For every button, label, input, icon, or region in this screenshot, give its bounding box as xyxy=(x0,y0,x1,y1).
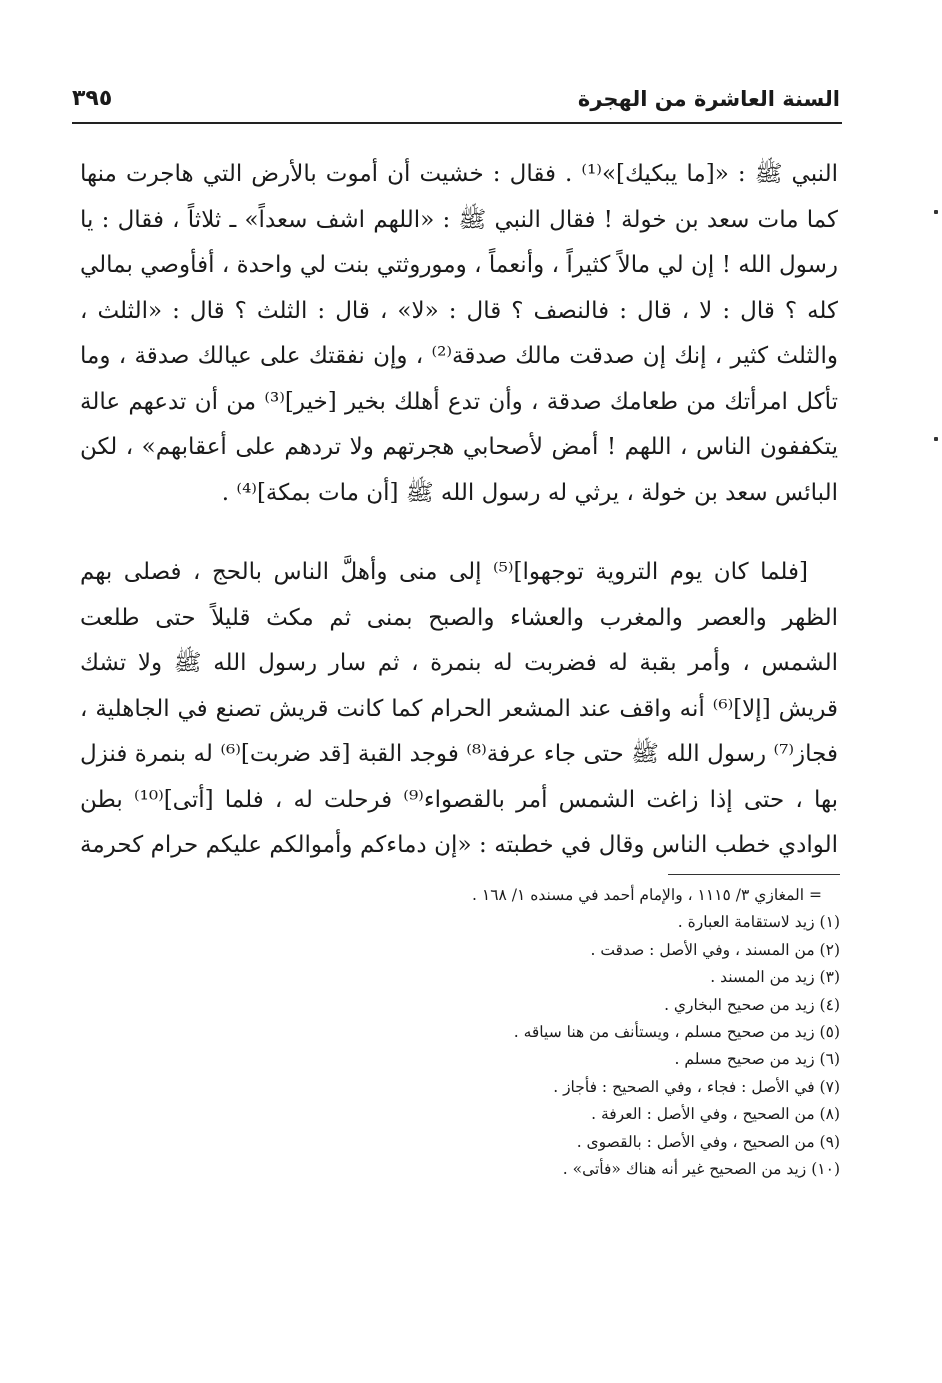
footnote-separator xyxy=(668,874,840,875)
paragraph: النبي ﷺ : «[ما يبكيك]»⁽¹⁾ . فقال : خشيت أن أموت بالأرض التي هاجرت منها كما مات سعد بن خولة ! فقال النبي ﷺ : «اللهم اشف سعداً» ـ ثلاثاً ، فقال : يا رسول الله ! إن لي مالاً كثيراً ، وأنعماً ، وموروثتي بنت لي واحدة ، أفأوصي بمالي كله ؟ قال : لا ، قال : فالنصف ؟ قال : «لا» ، قال : الثلث ؟ قال : «الثلث ، والثلث كثير ، إنك إن صدقت مالك صدقة⁽²⁾ ، وإن نفقتك على عيالك صدقة ، وما تأكل امرأتك من طعامك صدقة ، وأن تدع أهلك بخير [خير]⁽³⁾ من أن تدعهم عالة يتكففون الناس ، اللهم ! أمض لأصحابي هجرتهم ولا تردهم على أعقابهم» ، لكن البائس سعد بن خولة ، يرثي له رسول الله ﷺ [أن مات بمكة]⁽⁴⁾ . xyxy=(80,161,838,506)
header-rule xyxy=(72,122,842,124)
footnote-item: (٧) في الأصل : فجاء ، وفي الصحيح : فأجاز . xyxy=(553,1077,840,1096)
footnote-item: (١٠) زيد من الصحيح غير أنه هناك «فأتى» . xyxy=(562,1160,840,1179)
page-header xyxy=(72,84,840,118)
footnote-item: (٨) من الصحيح ، وفي الأصل : العرفة . xyxy=(591,1105,840,1124)
footnote-continuation: = المغازي ٣/ ١١١٥ ، والإمام أحمد في مسنده ١/ ١٦٨ . xyxy=(472,886,822,904)
page-number: ٣٩٥ xyxy=(72,86,113,111)
footnote-item: (٦) زيد من صحيح مسلم . xyxy=(674,1050,840,1069)
footnote-item: (٢) من المسند ، وفي الأصل : صدقت . xyxy=(590,940,840,959)
margin-mark xyxy=(934,210,938,214)
main-text xyxy=(80,152,838,868)
paragraph: [فلما كان يوم التروية توجهوا]⁽⁵⁾ إلى منى وأهلَّ الناس بالحج ، فصلى بهم الظهر والعصر والمغرب والعشاء والصبح بمنى ثم مكث قليلاً حتى طلعت الشمس ، وأمر بقبة له فضربت له بنمرة ، ثم سار رسول الله ﷺ ولا تشك قريش [إلا]⁽⁶⁾ أنه واقف عند المشعر الحرام كما كانت قريش تصنع في الجاهلية ، فجاز⁽⁷⁾ رسول الله ﷺ حتى جاء عرفة⁽⁸⁾ فوجد القبة [قد ضربت]⁽⁶⁾ له بنمرة فنزل بها ، حتى إذا زاغت الشمس أمر بالقصواء⁽⁹⁾ فرحلت له ، فلما [أتى]⁽¹⁰⁾ بطن الوادي خطب الناس وقال في خطبته : «إن دماءكم وأموالكم عليكم حرام كحرمة xyxy=(80,559,838,858)
footnote-item: (١) زيد لاستقامة العبارة . xyxy=(677,913,840,932)
running-title: السنة العاشرة من الهجرة xyxy=(577,87,840,111)
footnote-item: (٣) زيد من المسند . xyxy=(710,968,840,987)
footnote-item: (٥) زيد من صحيح مسلم ، ويستأنف من هنا سياقه . xyxy=(513,1023,840,1042)
footnote-item: (٤) زيد من صحيح البخاري . xyxy=(664,995,840,1014)
footnote-item: (٩) من الصحيح ، وفي الأصل : بالقصوى . xyxy=(576,1132,840,1151)
margin-mark xyxy=(934,437,938,441)
footnotes xyxy=(300,882,840,1183)
